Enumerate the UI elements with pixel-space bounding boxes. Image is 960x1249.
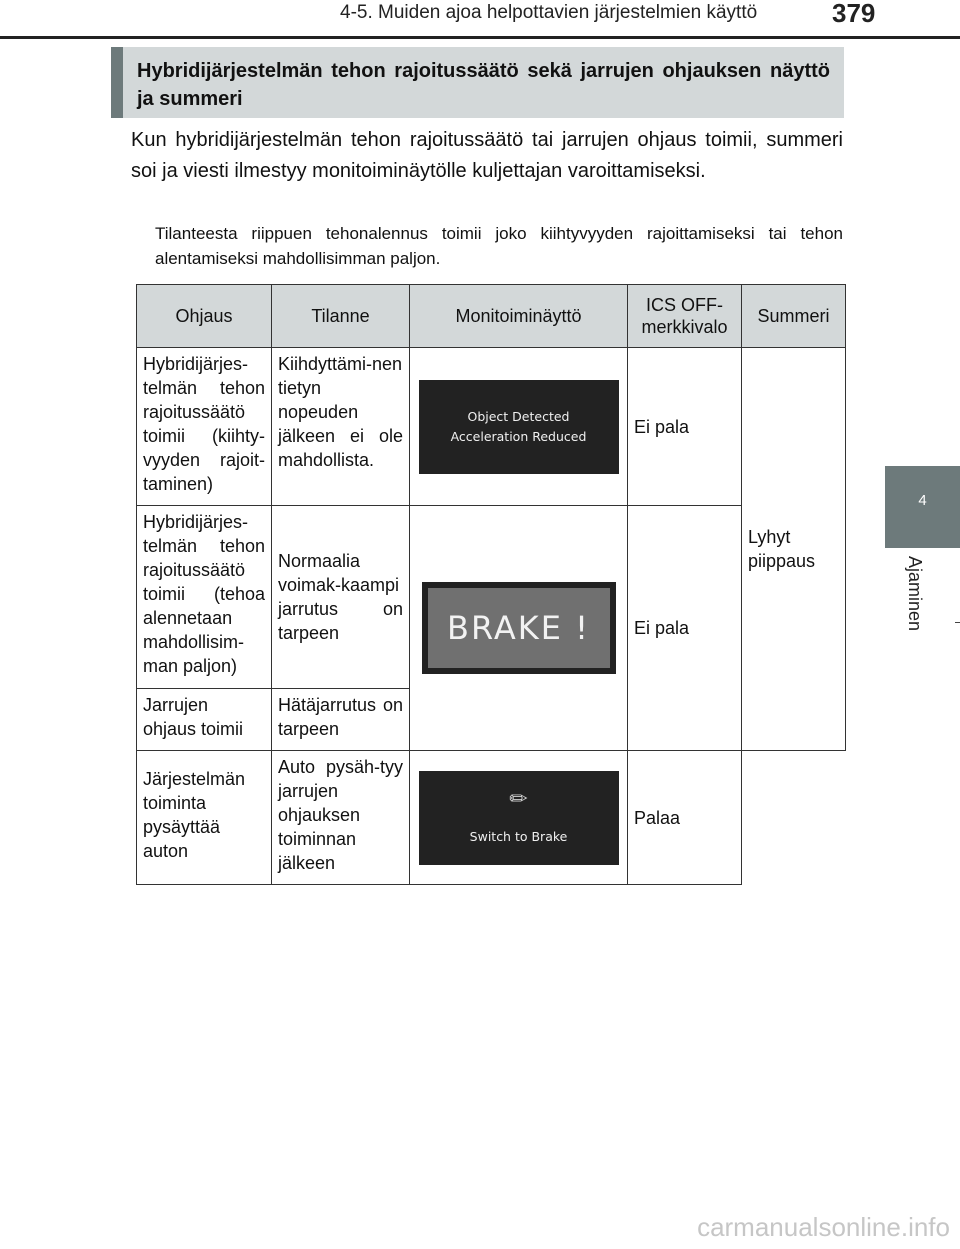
brake-text: BRAKE ! [428,588,610,668]
table-row [137,348,846,506]
cell-control: Jarrujen ohjaus toimii [137,689,272,751]
display-line-1: Object Detected [467,408,570,424]
control-table [136,284,846,885]
cell-situation: Normaalia voimak-kaampi jarrutus on tarpeen [272,506,410,689]
header-situation: Tilanne [272,285,410,348]
cell-situation: Auto pysäh-tyy jarrujen ohjauksen toiminnan jälkeen [272,751,410,885]
header-rule [0,36,960,39]
display-switch-to-brake [419,771,619,865]
display-line-2: Acceleration Reduced [450,428,587,444]
header-control: Ohjaus [137,285,272,348]
table-header-row [137,285,846,348]
header-display: Monitoiminäyttö [410,285,628,348]
table-row [137,506,846,689]
cell-display [410,348,628,506]
note-paragraph: Tilanteesta riippuen tehonalennus toimii joko kiihtyvyyden rajoittamiseksi tai tehon alentamiseksi mahdollisimman paljon. [155,224,843,268]
page-number: 379 [832,0,876,28]
cell-control: Hybridijärjes-telmän tehon rajoitussäätö toimii (tehoa alennetaan mahdollisim-man paljon) [137,506,272,689]
cell-indicator: Ei pala [628,348,742,506]
header-ics-indicator: ICS OFF-merkkivalo [628,285,742,348]
chapter-number: 4 [918,492,927,509]
brake-pedal-icon: ✏ [509,786,528,812]
cell-buzzer: Lyhyt piippaus [742,348,846,751]
cell-indicator: Ei pala [628,506,742,751]
intro-paragraph: Kun hybridijärjestelmän tehon rajoitussäätö tai jarrujen ohjaus toimii, summeri soi ja viesti ilmestyy monitoiminäytölle kuljettajan varoittamiseksi. [131,129,843,182]
chapter-label: Ajaminen [905,556,925,632]
cell-display [410,506,628,751]
chapter-tab [885,466,960,548]
display-brake-warning [422,582,616,674]
table-row [137,751,846,885]
cell-control: Järjestelmän toiminta pysäyttää auton [137,751,272,885]
running-header: 4-5. Muiden ajoa helpottavien järjestelmien käyttö [340,2,758,23]
section-title: Hybridijärjestelmän tehon rajoitussäätö sekä jarrujen ohjauksen näyttö ja summeri [111,47,844,118]
chapter-tick [955,622,960,623]
cell-control: Hybridijärjes-telmän tehon rajoitussäätö toimii (kiihty-vyyden rajoit-taminen) [137,348,272,506]
cell-situation: Hätäjarrutus on tarpeen [272,689,410,751]
watermark: carmanualsonline.info [697,1212,950,1242]
display-acceleration-reduced [419,380,619,474]
cell-situation: Kiihdyttämi-nen tietyn nopeuden jälkeen ei ole mahdollista. [272,348,410,506]
header-buzzer: Summeri [742,285,846,348]
cell-indicator: Palaa [628,751,742,885]
switch-caption: Switch to Brake [469,828,568,844]
cell-display [410,751,628,885]
